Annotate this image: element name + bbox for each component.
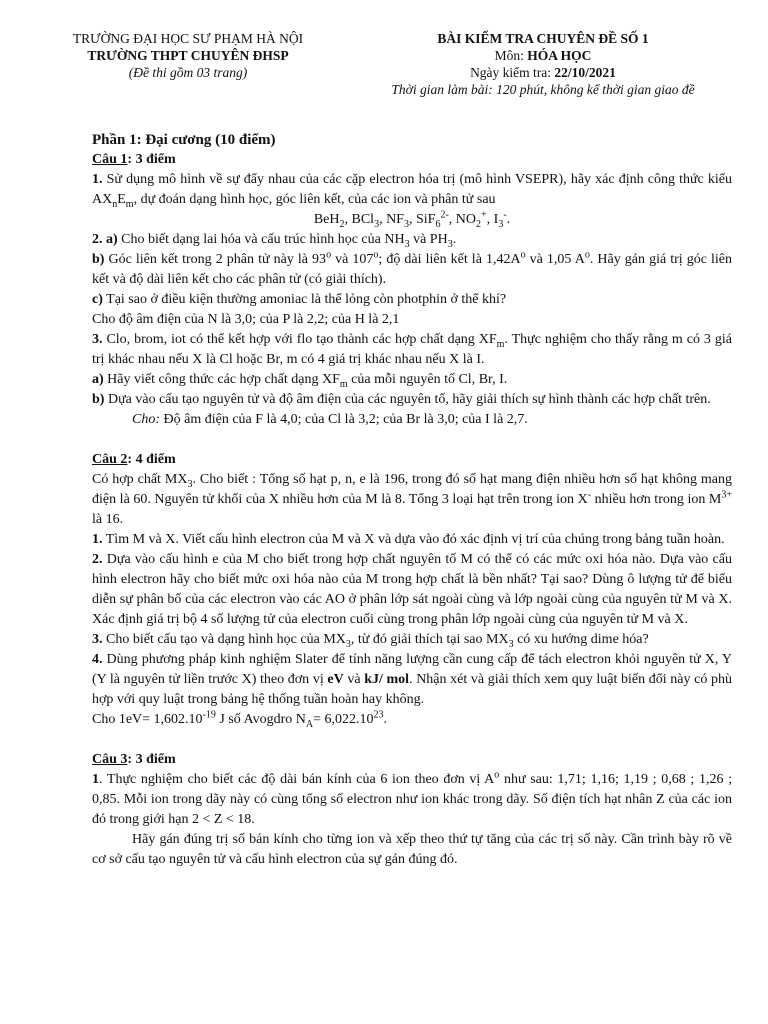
species-6-sub: 3	[498, 218, 504, 230]
q1-part3a	[92, 370, 732, 390]
species-2-sub: 3	[374, 218, 380, 230]
q1-part2b-sup2: o	[373, 249, 379, 261]
q1-part2b-text1: Góc liên kết trong 2 phân tử này là 93	[104, 252, 327, 267]
q2-intro-sup1: -	[587, 489, 592, 501]
university-name: TRƯỜNG ĐẠI HỌC SƯ PHẠM HÀ NỘI	[72, 31, 304, 46]
q2-part3-text2: , từ đó giải thích tại sao MX	[350, 632, 509, 647]
q2-part3-text3: có xu hướng dime hóa?	[513, 632, 649, 647]
exam-title: BÀI KIỂM TRA CHUYÊN ĐỀ SỐ 1	[437, 31, 649, 46]
q2-given-text4: .	[383, 712, 388, 727]
species-5-sub: 2	[476, 218, 482, 230]
q2-part1-num: 1.	[92, 532, 103, 547]
q1-heading-points: : 3 điểm	[127, 152, 176, 167]
q1-part1-sub1: n	[112, 198, 118, 210]
q1-part2b-text4: và 1,05 A	[525, 252, 585, 267]
pages-note-text: Đề thi gồm 03 trang	[133, 65, 243, 80]
q2-given-text3: = 6,022.10	[313, 712, 374, 727]
q2-part2-num: 2.	[92, 552, 103, 567]
q1-part2b	[92, 250, 732, 290]
species-6-sup: -	[503, 209, 507, 221]
subject-label: Môn:	[494, 48, 528, 63]
q1-part2a-sub1: 3	[404, 238, 410, 250]
q2-part4	[92, 650, 732, 710]
q2-given-text1: Cho 1eV= 1,602.10	[92, 712, 203, 727]
species-4: , SiF	[408, 212, 436, 227]
species-3: , NF	[379, 212, 404, 227]
q2-given	[92, 710, 732, 730]
q3-heading-label: Câu 3	[92, 752, 128, 767]
q1-species-list	[92, 210, 732, 230]
q2-part1	[92, 530, 732, 550]
q2-part2	[92, 550, 732, 630]
q2-part1-text: Tìm M và X. Viết cấu hình electron của M và X và dựa vào đó xác định vị trí của chúng trong bảng tuần hoàn.	[102, 532, 725, 547]
q1-part1-text1: Sử dụng mô hình về sự đẩy nhau của các cặp electron hóa trị (mô hình VSEPR), hãy xác định công thức kiểu AX	[92, 172, 732, 207]
q2-part4-unit-ev: eV	[327, 672, 344, 687]
q3-part1	[92, 770, 732, 830]
q3-part1-text2: như sau: 1,71; 1,16; 1,19 ; 0,68 ; 1,26 ; 0,85. Mỗi ion trong dãy này có cùng tổng số electron như ion khác trong dãy. Số điện tích hạt nhân Z của các ion đó trong giới hạn 2 < Z < 18.	[92, 772, 733, 827]
q2-part4-num: 4.	[92, 652, 103, 667]
q1-part3a-text2: của mỗi nguyên tố Cl, Br, I.	[347, 372, 508, 387]
q1-part3a-text1: Hãy viết công thức các hợp chất dạng XF	[103, 372, 340, 387]
q3-part1-sup1: o	[494, 769, 500, 781]
q3-heading	[92, 750, 732, 770]
q1-part2c	[92, 290, 732, 310]
date-line	[356, 64, 730, 81]
species-5: , NO	[448, 212, 477, 227]
q1-part3a-sub1: m	[339, 378, 348, 390]
q2-part4-text1: Dùng phương pháp kinh nghiệm Slater để tính năng lượng cần cung cấp để tách electron khỏi nguyên tử X, Y (Y là nguyên tử liền trước X) theo đơn vị	[92, 652, 732, 687]
q1-part3	[92, 330, 732, 370]
q1-part2b-text5: . Hãy gán giá trị góc liên kết và độ dài liên kết cho các phân tử (có giải thích).	[92, 252, 733, 287]
species-6: , I	[486, 212, 499, 227]
q1-part2a-text3: .	[452, 232, 457, 247]
q1-part1-sub2: m	[125, 198, 134, 210]
q2-part3-sub2: 3	[508, 638, 514, 650]
q2-part3-sub1: 3	[345, 638, 351, 650]
q1-part3-sub1: m	[496, 338, 505, 350]
q1-part2b-num: b)	[92, 252, 105, 267]
q1-part2a-text1: Cho biết dạng lai hóa và cấu trúc hình học của NH	[117, 232, 405, 247]
q1-part3-num: 3.	[92, 332, 103, 347]
pages-note: (Đề thi gồm 03 trang)	[128, 65, 248, 80]
q1-part3b-text: Dựa vào cấu tạo nguyên tử và độ âm điện của các nguyên tố, hãy giải thích sự hình thành các hợp chất trên.	[104, 392, 711, 407]
q2-part3	[92, 630, 732, 650]
q3-heading-points: : 3 điểm	[127, 752, 176, 767]
species-3-sub: 3	[403, 218, 409, 230]
species-1: BeH	[313, 212, 340, 227]
school-name: TRƯỜNG THPT CHUYÊN ĐHSP	[87, 48, 289, 63]
q2-part4-text2: và	[343, 672, 365, 687]
q2-intro-text2: . Cho biết : Tổng số hạt p, n, e là 196, trong đó số hạt mang điện nhiều hơn số hạt không mang điện là 60. Nguyên tử khối của X nhiều hơn của M là 8. Tổng 3 loại hạt trên trong ion X	[92, 472, 732, 507]
species-end: .	[506, 212, 511, 227]
q2-part4-text3: . Nhận xét và giải thích xem quy luật biến đổi này có phù hợp với quy luật trong bảng hệ thống tuần hoàn hay không.	[92, 672, 733, 707]
species-1-sub: 2	[339, 218, 345, 230]
date-value: 22/10/2021	[554, 65, 616, 80]
q1-part3-text1: Clo, brom, iot có thể kết hợp với flo tạo thành các hợp chất dạng XF	[102, 332, 497, 347]
document-header	[0, 30, 768, 112]
species-2: , BCl	[344, 212, 375, 227]
subject-line	[356, 47, 730, 64]
q1-part3-given-label: Cho:	[132, 412, 160, 427]
q2-part4-unit-kjmol: kJ/ mol	[364, 672, 410, 687]
species-5-sup: +	[481, 209, 487, 221]
q1-heading-label: Câu 1	[92, 152, 128, 167]
q2-part3-num: 3.	[92, 632, 103, 647]
species-4-sup: 2-	[440, 209, 449, 221]
q1-part2b-sup4: o	[584, 249, 590, 261]
q3-part2: Hãy gán đúng trị số bán kính cho từng ion và xếp theo thứ tự tăng của các trị số này. Cần trình bày rõ về cơ sở cấu tạo nguyên tử và cấu hình electron của sự gán đúng đó.	[92, 832, 732, 867]
q2-given-sup1: -19	[202, 709, 216, 721]
q1-part2c-text: Tại sao ở điều kiện thường amoniac là thể lỏng còn photphin ở thể khí?	[102, 292, 507, 307]
q1-part2b-sup1: o	[326, 249, 332, 261]
q2-part3-text1: Cho biết cấu tạo và dạng hình học của MX	[102, 632, 346, 647]
q1-part2a-sub2: 3	[447, 238, 453, 250]
q1-part1-num: 1.	[92, 172, 103, 187]
q2-intro-text1: Có hợp chất MX	[92, 472, 188, 487]
q2-intro-sup2: 3+	[721, 489, 732, 501]
q1-part1-text2: E	[117, 192, 126, 207]
exam-content	[92, 130, 732, 870]
q2-heading-points: : 4 điểm	[127, 452, 176, 467]
q1-part3-given-text: Độ âm điện của F là 4,0; của Cl là 3,2; của Br là 3,0; của I là 2,7.	[160, 412, 528, 427]
q2-intro-sub1: 3	[187, 478, 193, 490]
q2-intro	[92, 470, 732, 530]
q2-heading-label: Câu 2	[92, 452, 128, 467]
time-note: Thời gian làm bài: 120 phút, không kể thời gian giao đề	[391, 82, 695, 97]
q2-intro-text3: nhiều hơn trong ion M	[591, 492, 722, 507]
q1-part2b-text3: ; độ dài liên kết là 1,42A	[378, 252, 521, 267]
q2-part2-text: Dựa vào cấu hình e của M cho biết trong hợp chất nguyên tố M có thể có các mức oxi hóa nào. Dựa vào cấu hình electron hãy cho biết mức oxi hóa nào của M trong hợp chất là bền nhất? Tại sao? Dùng ô lượng tử để biểu diễn sự phân bố của các electron vào các AO ở phân lớp sát ngoài cùng và lớp ngoài cùng của nguyên tử M và X. Xác định giá trị bộ 4 số lượng tử của electron cuối cùng trong phân lớp ngoài cùng của nguyên tử M và X.	[92, 552, 732, 627]
q1-part2-given: Cho độ âm điện của N là 3,0; của P là 2,2; của H là 2,1	[92, 312, 400, 327]
q1-part2a	[92, 230, 732, 250]
q1-heading	[92, 150, 732, 170]
q1-part2b-sup3: o	[520, 249, 526, 261]
q1-part3-given	[92, 410, 732, 430]
q2-heading	[92, 450, 732, 470]
q1-part3b-num: b)	[92, 392, 105, 407]
q2-given-sub1: A	[305, 718, 314, 730]
species-4-sub: 6	[435, 218, 441, 230]
q3-part1-num: 1	[92, 772, 99, 787]
q1-part2a-num: 2. a)	[92, 232, 118, 247]
q1-part2a-text2: và PH	[409, 232, 448, 247]
q1-part3b	[92, 390, 732, 410]
subject-value: HÓA HỌC	[527, 48, 592, 63]
q1-part3a-num: a)	[92, 372, 104, 387]
q1-part3-text2: . Thực nghiệm cho thấy rằng m có 3 giá trị khác nhau nếu X là Cl hoặc Br, m có 4 giá trị khác nhau nếu X là I.	[92, 332, 732, 367]
date-label: Ngày kiểm tra:	[470, 65, 555, 80]
q1-part2b-text2: và 107	[331, 252, 374, 267]
q2-intro-text4: là 16.	[92, 512, 124, 527]
q3-part1-text1: . Thực nghiệm cho biết các độ dài bán kính của 6 ion theo đơn vị A	[99, 772, 495, 787]
q1-part2c-num: c)	[92, 292, 103, 307]
q1-part1-text3: , dự đoán dạng hình học, góc liên kết, của các ion và phân tử sau	[133, 192, 496, 207]
q2-given-sup2: 23	[373, 709, 384, 721]
q2-given-text2: J số Avogdro N	[215, 712, 306, 727]
part1-title: Phần 1: Đại cương (10 điểm)	[92, 132, 276, 148]
q1-part1	[92, 170, 732, 210]
